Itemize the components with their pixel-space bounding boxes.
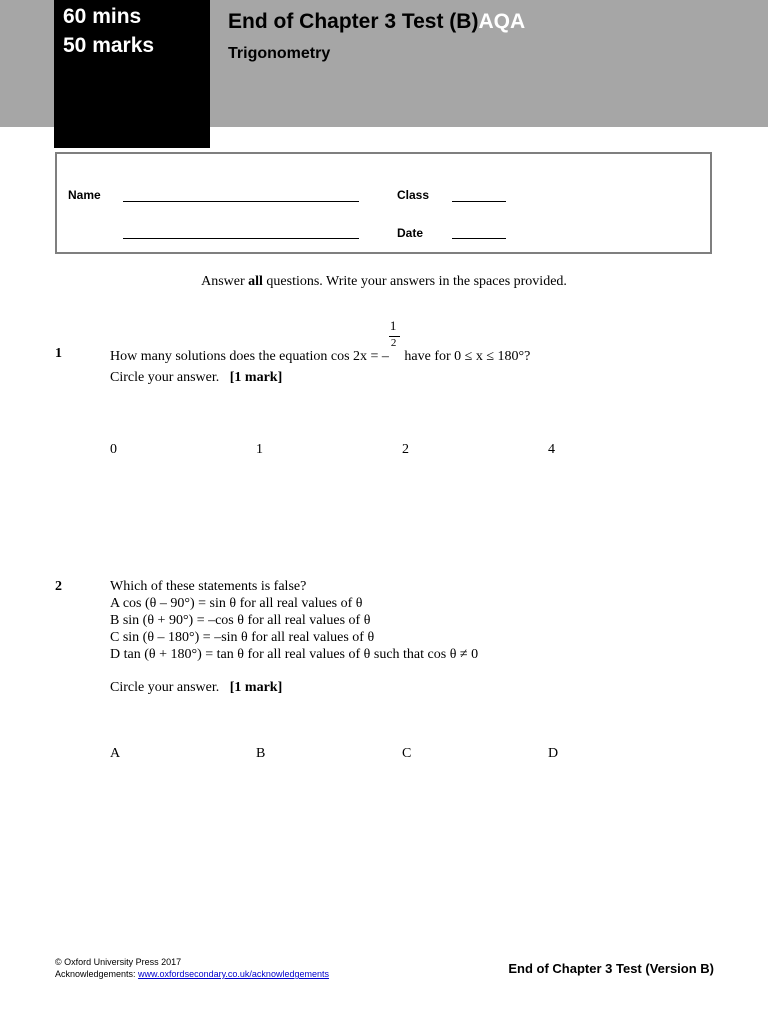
q1-option-4[interactable]: 4 <box>548 442 555 457</box>
q1-option-3[interactable]: 2 <box>402 442 409 457</box>
instructions <box>0 274 768 290</box>
date-label: Date <box>397 226 424 240</box>
question-2-instruction <box>110 680 282 696</box>
q1-option-2[interactable]: 1 <box>256 442 263 457</box>
question-2-number: 2 <box>55 579 62 594</box>
q2-mark: [1 mark] <box>229 680 283 695</box>
ack-label: Acknowledgements: <box>55 969 139 979</box>
ack-link[interactable]: www.oxfordsecondary.co.uk/acknowledgements <box>138 969 329 979</box>
question-1-instruction <box>110 370 282 386</box>
q1-frac-den: 2 <box>390 337 397 349</box>
student-info-box <box>55 152 712 254</box>
acknowledgements <box>55 968 329 980</box>
class-label: Class <box>397 188 430 202</box>
q2-statement-c: C sin (θ – 180°) = –sin θ for all real values of θ <box>110 630 375 645</box>
q2-option-a[interactable]: A <box>110 746 121 761</box>
question-1-text <box>110 318 531 365</box>
q2-circle: Circle your answer. <box>110 680 220 695</box>
brand-label: AQA <box>478 10 526 33</box>
q2-statement-a: A cos (θ – 90°) = sin θ for all real values of θ <box>110 596 363 611</box>
time-label: 60 mins <box>63 5 142 28</box>
page-subtitle: Trigonometry <box>228 45 331 62</box>
q2-statement-b: B sin (θ + 90°) = –cos θ for all real values of θ <box>110 613 371 628</box>
name-line-2[interactable] <box>123 238 359 239</box>
instructions-after: questions. Write your answers in the spaces provided. <box>262 274 567 289</box>
footer-test-title: End of Chapter 3 Test (Version B) <box>508 961 714 976</box>
q1-fraction <box>389 318 401 360</box>
q2-option-c[interactable]: C <box>402 746 412 761</box>
time-box <box>54 0 210 148</box>
page-title <box>228 10 525 34</box>
copyright: © Oxford University Press 2017 <box>55 957 182 967</box>
instructions-before: Answer <box>201 274 249 289</box>
q1-mark: [1 mark] <box>229 370 283 385</box>
q1-circle: Circle your answer. <box>110 370 220 385</box>
q2-option-d[interactable]: D <box>548 746 559 761</box>
title-text: End of Chapter 3 Test (B) <box>228 10 479 33</box>
q2-option-b[interactable]: B <box>256 746 266 761</box>
question-2-text: Which of these statements is false? <box>110 579 307 594</box>
q1-text-after: have for 0 ≤ x ≤ 180°? <box>400 349 531 364</box>
date-line[interactable] <box>452 238 506 239</box>
marks-label: 50 marks <box>63 34 155 57</box>
q1-text-before: How many solutions does the equation cos 2x = – <box>110 349 389 364</box>
footer-left <box>55 956 329 980</box>
instructions-bold: all <box>248 274 263 289</box>
name-line-1[interactable] <box>123 201 359 202</box>
q2-statement-d: D tan (θ + 180°) = tan θ for all real values of θ such that cos θ ≠ 0 <box>110 647 479 662</box>
name-label: Name <box>68 188 101 202</box>
class-line[interactable] <box>452 201 506 202</box>
q1-option-1[interactable]: 0 <box>110 442 117 457</box>
q1-frac-num: 1 <box>389 318 397 333</box>
question-1-number: 1 <box>55 346 62 361</box>
